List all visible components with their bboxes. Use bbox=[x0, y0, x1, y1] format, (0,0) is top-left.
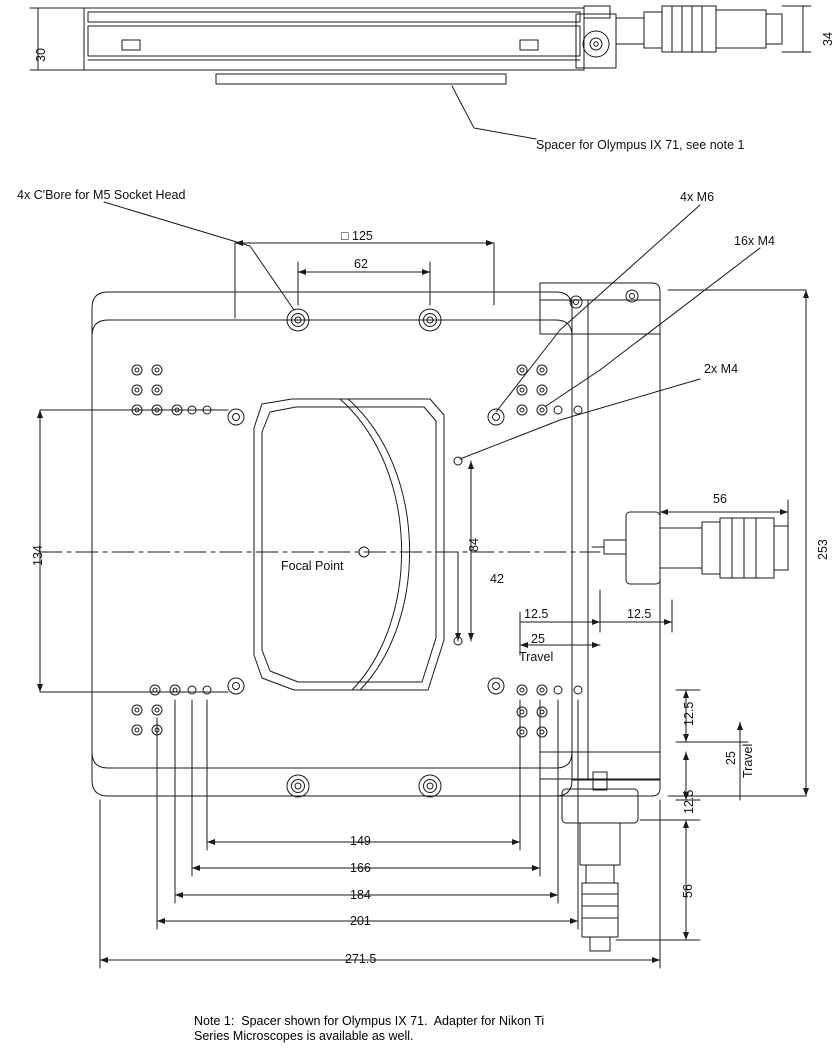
focal-point-label: Focal Point bbox=[281, 559, 344, 573]
callout-2xm4-label: 2x M4 bbox=[704, 362, 739, 376]
dim-label-30: 30 bbox=[34, 48, 48, 62]
leader-spacer-note bbox=[452, 86, 536, 139]
dim-label-84: 84 bbox=[467, 538, 481, 552]
dim-label-42: 42 bbox=[490, 572, 504, 586]
travel-label-horizontal: Travel bbox=[519, 650, 554, 664]
dim-label-34: 34 bbox=[821, 32, 835, 46]
dim-label-184: 184 bbox=[350, 888, 371, 902]
plan-view-stage bbox=[92, 283, 788, 951]
dim-label-253: 253 bbox=[816, 539, 830, 560]
dim-166 bbox=[192, 700, 540, 876]
leader-m6 bbox=[496, 205, 700, 412]
callout-m6-label: 4x M6 bbox=[680, 190, 715, 204]
callout-cbore-label: 4x C'Bore for M5 Socket Head bbox=[17, 188, 186, 202]
dim-label-12-5-d: 12.5 bbox=[682, 789, 696, 814]
travel-label-vertical: Travel bbox=[741, 743, 755, 778]
dim-149 bbox=[207, 700, 520, 850]
dim-label-62: 62 bbox=[354, 257, 368, 271]
dim-label-271-5: 271.5 bbox=[345, 952, 377, 966]
dim-125 bbox=[235, 240, 494, 318]
dim-label-12-5-c: 12.5 bbox=[682, 701, 696, 726]
top-view-assembly bbox=[84, 6, 782, 84]
dim-label-25: 25 bbox=[531, 632, 545, 646]
dim-label-25-vertical: 25 bbox=[724, 751, 738, 765]
dim-label-12-5-a: 12.5 bbox=[524, 607, 549, 621]
dim-label-56-bottom: 56 bbox=[681, 884, 695, 898]
spacer-note-label: Spacer for Olympus IX 71, see note 1 bbox=[536, 138, 745, 152]
footnote-line-2: Series Microscopes is available as well. bbox=[194, 1029, 414, 1043]
dim-label-149: 149 bbox=[350, 834, 371, 848]
leader-16xm4 bbox=[546, 248, 760, 406]
leader-2xm4 bbox=[460, 379, 700, 459]
dim-label-166: 166 bbox=[350, 861, 371, 875]
callout-16xm4-label: 16x M4 bbox=[734, 234, 775, 248]
dim-42 bbox=[455, 552, 461, 641]
dim-134 bbox=[37, 410, 228, 692]
dim-34 bbox=[782, 6, 811, 52]
footnote-line-1: Note 1: Spacer shown for Olympus IX 71. Adapter for Nikon Ti bbox=[194, 1014, 545, 1028]
dim-label-134: 134 bbox=[31, 545, 45, 566]
dim-label-201: 201 bbox=[350, 914, 371, 928]
leader-cbore bbox=[104, 202, 294, 310]
dim-label-12-5-b: 12.5 bbox=[627, 607, 652, 621]
dim-label-56-right: 56 bbox=[713, 492, 727, 506]
dim-label-125: □ 125 bbox=[341, 229, 373, 243]
dim-271-5 bbox=[100, 800, 660, 968]
dim-56-bottom bbox=[616, 820, 700, 940]
